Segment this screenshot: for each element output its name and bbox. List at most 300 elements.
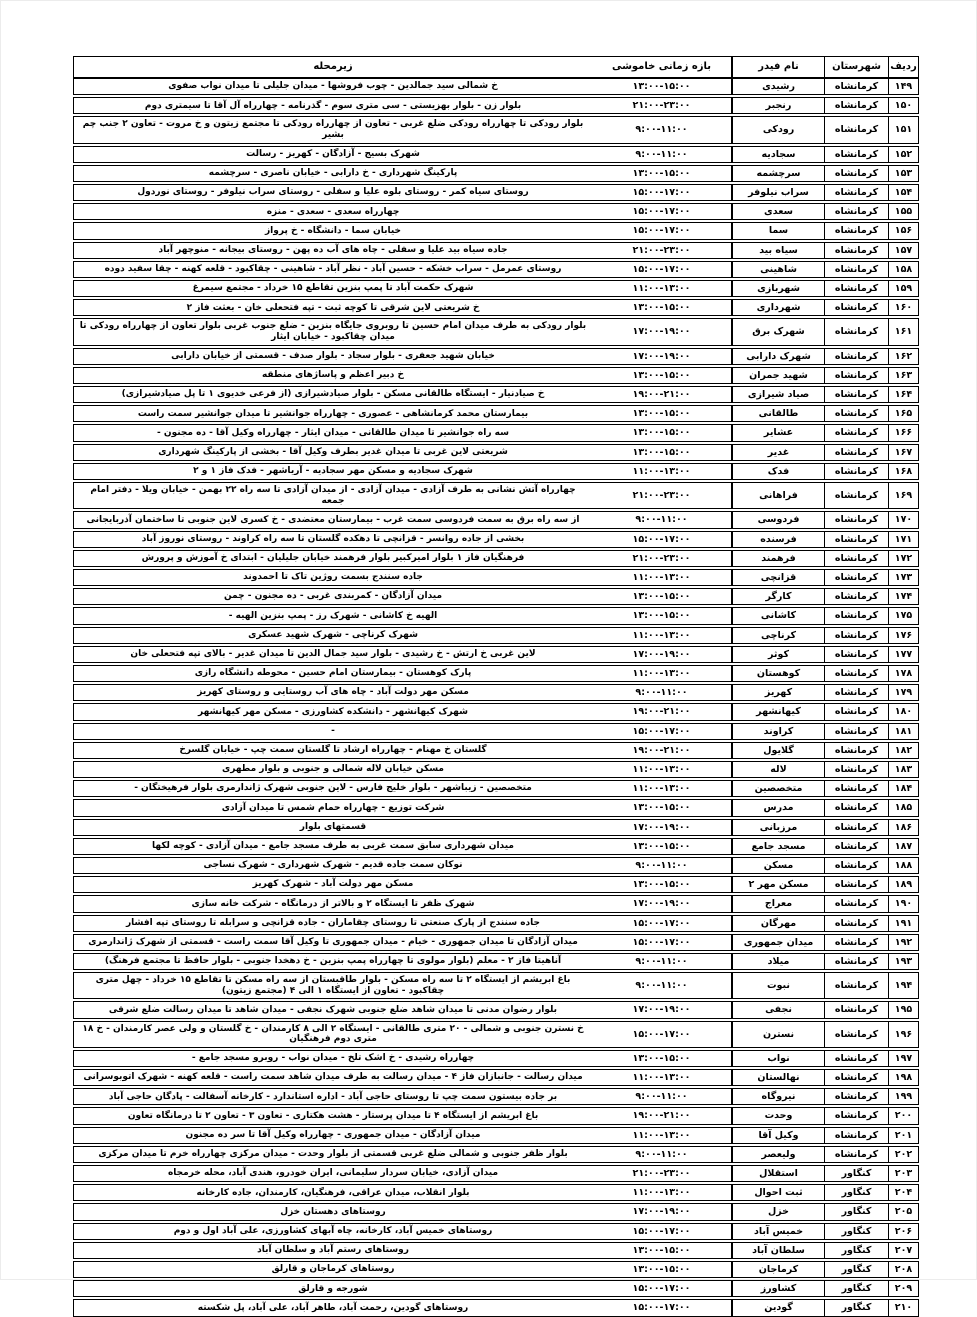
cell-feeder: کوثر <box>732 647 824 662</box>
cell-time-range: ۱۵:۰۰-۱۷:۰۰ <box>592 204 732 219</box>
cell-time-range: ۲۱:۰۰-۲۳:۰۰ <box>592 243 732 258</box>
table-row <box>73 627 919 644</box>
cell-feeder: شهربازی <box>732 281 824 296</box>
table-row <box>73 1184 919 1201</box>
table-row <box>73 367 919 384</box>
cell-time-range: ۱۳:۰۰-۱۵:۰۰ <box>592 877 732 892</box>
cell-county: کرمانشاه <box>824 896 888 911</box>
table-row <box>73 463 919 480</box>
cell-feeder: میلاد <box>732 954 824 969</box>
cell-feeder: رنجبر <box>732 98 824 113</box>
cell-time-range: ۱۵:۰۰-۱۷:۰۰ <box>592 1022 732 1047</box>
header-feeder: نام فیدر <box>732 57 824 77</box>
table-row <box>73 915 919 932</box>
cell-subarea: میدان رسالت - جانبازان فاز ۴ - میدان رسالت به طرف میدان شاهد سمت راست - قلعه کهنه - شهرک اتوبوسرانی <box>83 1072 583 1083</box>
table-row <box>73 819 919 836</box>
table-row <box>73 511 919 528</box>
table-row <box>73 1242 919 1259</box>
table-row <box>73 1299 919 1316</box>
cell-time-range: ۱۷:۰۰-۱۹:۰۰ <box>592 647 732 662</box>
cell-row-number: ۱۵۷ <box>888 243 918 258</box>
table-row <box>73 550 919 567</box>
table-row <box>73 895 919 912</box>
cell-feeder: قزانچی <box>732 570 824 585</box>
cell-row-number: ۲۰۲ <box>888 1147 918 1162</box>
table-row <box>73 116 919 143</box>
cell-county: کرمانشاه <box>824 319 888 344</box>
table-row <box>73 424 919 441</box>
cell-county: کرمانشاه <box>824 877 888 892</box>
cell-feeder: صیاد شیرازی <box>732 387 824 402</box>
cell-time-range: ۹:۰۰-۱۱:۰۰ <box>592 512 732 527</box>
cell-subarea: پارک کوهستان - بیمارستان امام حسین - محوطه دانشگاه رازی <box>194 668 472 679</box>
cell-subarea: فرهنگیان فاز ۱ بلوار امیرکبیر بلوار فرهمند خیابان جلیلیان - ابتدای خ آموزش و پرورش <box>141 553 525 564</box>
table-row <box>73 348 919 365</box>
table-row <box>73 953 919 970</box>
table-body <box>73 78 919 1317</box>
cell-feeder: کوهستان <box>732 666 824 681</box>
cell-row-number: ۲۰۹ <box>888 1281 918 1296</box>
cell-time-range: ۱۳:۰۰-۱۵:۰۰ <box>592 1243 732 1258</box>
cell-row-number: ۱۹۳ <box>888 954 918 969</box>
cell-row-number: ۲۱۰ <box>888 1300 918 1315</box>
cell-time-range: ۱۷:۰۰-۱۹:۰۰ <box>592 1002 732 1017</box>
cell-county: کنگاور <box>824 1300 888 1315</box>
cell-row-number: ۱۶۶ <box>888 425 918 440</box>
cell-row-number: ۱۸۷ <box>888 839 918 854</box>
cell-subarea: از سه راه برق به سمت فردوسی سمت غرب - بیمارستان معتضدی - خ کسری لاین جنوبی تا ساختمان آذربایجانی <box>86 514 580 525</box>
cell-feeder: سما <box>732 223 824 238</box>
cell-county: کرمانشاه <box>824 628 888 643</box>
table-row <box>73 1223 919 1240</box>
cell-county: کرمانشاه <box>824 570 888 585</box>
cell-subarea: روستاهای خمیس آباد، کارخانه، چاه آبهای کشاورزی، علی آباد اول و دوم <box>173 1225 493 1236</box>
cell-county: کرمانشاه <box>824 281 888 296</box>
cell-row-number: ۱۶۷ <box>888 445 918 460</box>
cell-subarea: خ صیادنیار - ایستگاه طالقانی مسکن - بلوار صیادشیرازی (از فرعی خدیوی ۱ تا پل صیادشیرازی) <box>121 389 545 400</box>
cell-time-range: ۱۳:۰۰-۱۵:۰۰ <box>592 608 732 623</box>
table-row <box>73 1280 919 1297</box>
cell-time-range: ۱۱:۰۰-۱۳:۰۰ <box>592 281 732 296</box>
cell-subarea: قسمتهای بلوار <box>299 821 367 832</box>
cell-row-number: ۱۸۲ <box>888 743 918 758</box>
table-row <box>73 444 919 461</box>
cell-time-range: ۱۱:۰۰-۱۳:۰۰ <box>592 762 732 777</box>
cell-time-range: ۱۱:۰۰-۱۳:۰۰ <box>592 628 732 643</box>
cell-county: کرمانشاه <box>824 839 888 854</box>
cell-time-range: ۹:۰۰-۱۱:۰۰ <box>592 117 732 142</box>
cell-time-range: ۱۳:۰۰-۱۵:۰۰ <box>592 79 732 94</box>
cell-time-range: ۱۱:۰۰-۱۳:۰۰ <box>592 781 732 796</box>
table-row <box>73 1165 919 1182</box>
cell-county: کرمانشاه <box>824 1108 888 1123</box>
cell-subarea: لاین غربی خ ارتش - خ رشیدی - بلوار سید جمال الدین تا میدان غدیر - بالای تپه فتحعلی خان <box>130 649 536 660</box>
cell-row-number: ۱۶۴ <box>888 387 918 402</box>
cell-county: کنگاور <box>824 1185 888 1200</box>
cell-feeder: وحدت <box>732 1108 824 1123</box>
cell-row-number: ۱۵۵ <box>888 204 918 219</box>
cell-time-range: ۱۱:۰۰-۱۳:۰۰ <box>592 666 732 681</box>
cell-subarea: بلوار ظفر جنوبی و شمالی ضلع غربی قسمتی از بلوار وحدت - میدان مرکزی چهارراه خرم تا میدان مرکزی <box>98 1149 568 1160</box>
cell-row-number: ۱۷۰ <box>888 512 918 527</box>
cell-county: کرمانشاه <box>824 532 888 547</box>
cell-feeder: سعدی <box>732 204 824 219</box>
cell-feeder: معراج <box>732 896 824 911</box>
cell-row-number: ۱۷۸ <box>888 666 918 681</box>
cell-subarea: شهرک ظفر تا ایستگاه ۲ و بالاتر از درمانگاه - شرکت خانه سازی <box>191 898 475 909</box>
cell-subarea: بر جاده بیستون سمت چپ تا روستای حاجی آباد - اداره استاندارد - کارخانه آسفالت - پادگان حاجی آباد <box>108 1091 558 1102</box>
table-row <box>73 646 919 663</box>
cell-feeder: متخصصین <box>732 781 824 796</box>
cell-row-number: ۱۵۸ <box>888 262 918 277</box>
table-row <box>73 1261 919 1278</box>
cell-subarea: خ دبیر اعظم و پاساژهای منطقه <box>261 370 405 381</box>
cell-county: کرمانشاه <box>824 551 888 566</box>
cell-subarea: شهرک کیهانشهر - دانشکده کشاورزی - مسکن مهر کیهانشهر <box>198 706 468 717</box>
cell-county: کرمانشاه <box>824 724 888 739</box>
cell-subarea: خ شریعتی لاین شرقی تا کوچه ثبت - تپه فتحعلی خان - بعثت فاز ۲ <box>186 302 480 313</box>
cell-time-range: ۱۳:۰۰-۱۵:۰۰ <box>592 1051 732 1066</box>
cell-feeder: فرهمند <box>732 551 824 566</box>
table-row <box>73 569 919 586</box>
cell-row-number: ۱۹۱ <box>888 916 918 931</box>
cell-time-range: ۱۵:۰۰-۱۷:۰۰ <box>592 724 732 739</box>
cell-time-range: ۱۳:۰۰-۱۵:۰۰ <box>592 300 732 315</box>
cell-county: کرمانشاه <box>824 185 888 200</box>
cell-county: کرمانشاه <box>824 223 888 238</box>
cell-county: کرمانشاه <box>824 425 888 440</box>
cell-row-number: ۱۶۰ <box>888 300 918 315</box>
cell-feeder: کرماجان <box>732 1262 824 1277</box>
cell-feeder: خزل <box>732 1204 824 1219</box>
cell-time-range: ۱۷:۰۰-۱۹:۰۰ <box>592 820 732 835</box>
cell-row-number: ۱۷۶ <box>888 628 918 643</box>
cell-row-number: ۱۵۳ <box>888 166 918 181</box>
cell-subarea: مسکن خیابان لاله شمالی و جنوبی و بلوار مطهری <box>222 764 444 775</box>
cell-feeder: کارگر <box>732 589 824 604</box>
cell-subarea: باغ ابریشم از ایستگاه ۴ تا میدان پرستار - هشت هکتاری - تعاون ۳ - تعاون ۲ تا درمانگاه تعاون <box>127 1110 539 1121</box>
cell-time-range: ۲۱:۰۰-۲۳:۰۰ <box>592 98 732 113</box>
cell-row-number: ۲۰۴ <box>888 1185 918 1200</box>
table-row <box>73 1107 919 1124</box>
cell-row-number: ۱۶۲ <box>888 349 918 364</box>
table-row <box>73 1069 919 1086</box>
cell-time-range: ۱۹:۰۰-۲۱:۰۰ <box>592 704 732 719</box>
cell-feeder: فردوسی <box>732 512 824 527</box>
cell-row-number: ۱۸۹ <box>888 877 918 892</box>
table-row <box>73 1001 919 1018</box>
cell-county: کرمانشاه <box>824 762 888 777</box>
cell-county: کرمانشاه <box>824 1002 888 1017</box>
cell-county: کرمانشاه <box>824 1128 888 1143</box>
cell-time-range: ۱۹:۰۰-۲۱:۰۰ <box>592 387 732 402</box>
cell-feeder: وکیل آقا <box>732 1128 824 1143</box>
cell-county: کنگاور <box>824 1166 888 1181</box>
table-row <box>73 531 919 548</box>
cell-county: کنگاور <box>824 1281 888 1296</box>
cell-row-number: ۱۶۸ <box>888 464 918 479</box>
cell-subarea: روستاهای گودین، رحمت آباد، طاهر آباد، علی آباد، پل شکسته <box>197 1302 469 1313</box>
cell-feeder: سجادیه <box>732 147 824 162</box>
table-row <box>73 684 919 701</box>
cell-subarea: جاده سیاه بید علیا و سفلی - چاه های آب ده پهن - روستای بیجانه - منوچهر آباد <box>158 244 508 255</box>
cell-subarea: جاده سنندج بسمت روژین تاک تا احمدوند <box>243 572 423 583</box>
cell-time-range: ۱۳:۰۰-۱۵:۰۰ <box>592 445 732 460</box>
cell-time-range: ۱۵:۰۰-۱۷:۰۰ <box>592 223 732 238</box>
cell-row-number: ۱۸۳ <box>888 762 918 777</box>
cell-county: کرمانشاه <box>824 589 888 604</box>
cell-subarea: خ نسترن جنوبی و شمالی - ۲۰ متری طالقانی - ایستگاه ۲ الی ۸ کارمندان - خ گلستان و ولی عصر کارمندان - خ ۱۸ متری دوم فرهنگیان <box>82 1023 584 1045</box>
cell-feeder: نیروگاه <box>732 1089 824 1104</box>
table-row <box>73 184 919 201</box>
table-row <box>73 857 919 874</box>
cell-time-range: ۹:۰۰-۱۱:۰۰ <box>592 858 732 873</box>
cell-time-range: ۹:۰۰-۱۱:۰۰ <box>592 1147 732 1162</box>
cell-time-range: ۱۷:۰۰-۱۹:۰۰ <box>592 349 732 364</box>
cell-subarea: چهارراه آتش نشانی به طرف آزادی - میدان آزادی - از میدان آزادی تا سه راه ۲۲ بهمن - خیابان ویلا - دفتر امام جمعه <box>90 485 576 506</box>
cell-feeder: شهید جمران <box>732 368 824 383</box>
cell-time-range: ۱۳:۰۰-۱۵:۰۰ <box>592 800 732 815</box>
cell-subarea: شورجه و قارلق <box>298 1283 368 1294</box>
cell-subarea: شهرک حکمت آباد تا پمپ بنزین تقاطع ۱۵ خرداد - مجتمع سیمرغ <box>192 283 474 294</box>
cell-time-range: ۱۵:۰۰-۱۷:۰۰ <box>592 1224 732 1239</box>
cell-feeder: سرچشمه <box>732 166 824 181</box>
table-row <box>73 703 919 720</box>
table-row <box>73 386 919 403</box>
table-row <box>73 607 919 624</box>
cell-county: کرمانشاه <box>824 262 888 277</box>
cell-feeder: عشایر <box>732 425 824 440</box>
cell-county: کرمانشاه <box>824 916 888 931</box>
cell-row-number: ۱۶۳ <box>888 368 918 383</box>
cell-county: کرمانشاه <box>824 1051 888 1066</box>
cell-county: کرمانشاه <box>824 368 888 383</box>
cell-time-range: ۹:۰۰-۱۱:۰۰ <box>592 147 732 162</box>
cell-county: کرمانشاه <box>824 204 888 219</box>
cell-county: کرمانشاه <box>824 647 888 662</box>
table-row <box>73 1146 919 1163</box>
cell-time-range: ۱۳:۰۰-۱۵:۰۰ <box>592 839 732 854</box>
cell-time-range: ۱۱:۰۰-۱۳:۰۰ <box>592 464 732 479</box>
cell-county: کرمانشاه <box>824 406 888 421</box>
cell-time-range: ۲۱:۰۰-۲۳:۰۰ <box>592 483 732 508</box>
cell-county: کرمانشاه <box>824 1070 888 1085</box>
cell-county: کرمانشاه <box>824 483 888 508</box>
cell-feeder: کیهانشهر <box>732 704 824 719</box>
cell-time-range: ۱۷:۰۰-۱۹:۰۰ <box>592 319 732 344</box>
table-row <box>73 97 919 114</box>
cell-subarea: روستاهای رستم آباد و سلطان آباد <box>257 1245 409 1256</box>
cell-subarea: مسکن مهر دولت آباد - چاه های آب روستایی و روستای کهریز <box>197 687 469 698</box>
cell-row-number: ۱۸۰ <box>888 704 918 719</box>
cell-time-range: ۲۱:۰۰-۲۳:۰۰ <box>592 1166 732 1181</box>
cell-county: کرمانشاه <box>824 743 888 758</box>
cell-time-range: ۱۵:۰۰-۱۷:۰۰ <box>592 532 732 547</box>
cell-county: کرمانشاه <box>824 973 888 998</box>
cell-county: کرمانشاه <box>824 243 888 258</box>
cell-subarea: خیابان شهید جعفری - بلوار سجاد - بلوار صدف - قسمتی از خیابان دارابی <box>171 350 495 361</box>
cell-row-number: ۱۷۹ <box>888 685 918 700</box>
cell-subarea: باغ ابریشم از ایستگاه ۲ تا سه راه مسکن - بلوار طاقبستان از سه راه مسکن تا تقاطع ۱۵ خرداد - چهل متری چقاکبود - تعاون از ایستگاه ۱ الی ۴ (مجتمع زیتون) <box>95 975 571 996</box>
table-row <box>73 203 919 220</box>
cell-time-range: ۱۱:۰۰-۱۳:۰۰ <box>592 1185 732 1200</box>
table-row <box>73 588 919 605</box>
cell-row-number: ۱۵۱ <box>888 117 918 142</box>
cell-subarea: بلوار رودکی به طرف میدان امام حسین تا روبروی جایگاه بنزین - ضلع جنوب غربی بلوار تعاون از چهارراه رودکی تا میدان چقاکبود - خیابان ایثار <box>79 321 587 343</box>
cell-feeder: مسکن <box>732 858 824 873</box>
cell-county: کنگاور <box>824 1243 888 1258</box>
cell-row-number: ۲۰۵ <box>888 1204 918 1219</box>
cell-row-number: ۱۹۷ <box>888 1051 918 1066</box>
cell-time-range: ۱۳:۰۰-۱۵:۰۰ <box>592 1262 732 1277</box>
table-row <box>73 146 919 163</box>
cell-county: کرمانشاه <box>824 387 888 402</box>
cell-time-range: ۱۵:۰۰-۱۷:۰۰ <box>592 935 732 950</box>
cell-feeder: استقلال <box>732 1166 824 1181</box>
cell-feeder: کراوند <box>732 724 824 739</box>
cell-subarea: گلستان خ مهنام - چهارراه ارشاد تا گلستان سمت چپ - خیابان گلسرخ <box>179 745 487 756</box>
cell-feeder: سراب نیلوفر <box>732 185 824 200</box>
cell-county: کرمانشاه <box>824 445 888 460</box>
table-row <box>73 165 919 182</box>
cell-subarea: مسکن مهر دولت آباد - شهرک کهریز <box>252 879 414 890</box>
cell-county: کرمانشاه <box>824 1147 888 1162</box>
header-row-number: ردیف <box>888 57 918 77</box>
cell-time-range: ۹:۰۰-۱۱:۰۰ <box>592 685 732 700</box>
table-row <box>73 242 919 259</box>
cell-time-range: ۱۱:۰۰-۱۳:۰۰ <box>592 1070 732 1085</box>
cell-subarea: سه راه جوانشیر تا میدان طالقانی - میدان ایثار - چهارراه وکیل آقا - ده مجنون - <box>157 427 509 438</box>
cell-row-number: ۱۸۱ <box>888 724 918 739</box>
cell-subarea: شرکت توزیع - چهارراه حمام شمس تا میدان آزادی <box>221 802 445 813</box>
cell-time-range: ۱۳:۰۰-۱۵:۰۰ <box>592 166 732 181</box>
cell-time-range: ۱۳:۰۰-۱۵:۰۰ <box>592 406 732 421</box>
cell-county: کرمانشاه <box>824 464 888 479</box>
table-row <box>73 261 919 278</box>
cell-county: کرمانشاه <box>824 685 888 700</box>
cell-subarea: - <box>331 725 335 736</box>
cell-feeder: کاشانی <box>732 608 824 623</box>
cell-county: کنگاور <box>824 1204 888 1219</box>
cell-subarea: شهرک سجادیه و مسکن مهر سجادیه - آریاشهر - فدک فاز ۱ و ۲ <box>193 466 473 477</box>
cell-subarea: چهارراه سعدی - سعدی - منزه <box>266 206 400 217</box>
cell-feeder: رشیدی <box>732 79 824 94</box>
table-row <box>73 838 919 855</box>
cell-feeder: خمیس آباد <box>732 1224 824 1239</box>
cell-feeder: فدک <box>732 464 824 479</box>
cell-row-number: ۱۵۴ <box>888 185 918 200</box>
cell-feeder: طالقانی <box>732 406 824 421</box>
cell-subarea: بلوار رضوان مدنی تا میدان شاهد ضلع جنوبی شهرک نجفی - میدان شاهد تا میدان رسالت ضلع شرقی <box>108 1004 558 1015</box>
cell-subarea: بیمارستان محمد کرمانشاهی - عصوری - چهارراه جوانشیر تا میدان جوانشیر سمت راست <box>137 408 529 419</box>
cell-feeder: گلایول <box>732 743 824 758</box>
cell-county: کرمانشاه <box>824 666 888 681</box>
table-row <box>73 280 919 297</box>
table-row <box>73 1203 919 1220</box>
table-row <box>73 405 919 422</box>
cell-row-number: ۱۶۱ <box>888 319 918 344</box>
cell-row-number: ۲۰۷ <box>888 1243 918 1258</box>
cell-county: کرمانشاه <box>824 858 888 873</box>
cell-subarea: متخصصین - زیباشهر - بلوار خلیج فارس - لاین جنوبی شهرک ژاندارمری بلوار فرهیختگان - <box>134 783 532 794</box>
cell-county: کرمانشاه <box>824 800 888 815</box>
cell-feeder: ولیعصر <box>732 1147 824 1162</box>
cell-subarea: روستای سیاه کمر - روستای بلوه علیا و سفلی - روستای سراب نیلوفر - روستای نوردول <box>137 187 529 198</box>
cell-subarea: چهارراه رشیدی - خ اشک تلخ - میدان نواب - روبرو مسجد جامع - <box>191 1053 475 1064</box>
cell-county: کرمانشاه <box>824 935 888 950</box>
cell-row-number: ۱۹۸ <box>888 1070 918 1085</box>
table-row <box>73 780 919 797</box>
cell-subarea: خ شمالی سید جمالدین - چوب فروشها - میدان جلیلی تا میدان نواب صفوی <box>168 81 498 92</box>
table-row <box>73 665 919 682</box>
table-row <box>73 876 919 893</box>
cell-row-number: ۲۰۱ <box>888 1128 918 1143</box>
cell-time-range: ۲۱:۰۰-۲۳:۰۰ <box>592 551 732 566</box>
cell-row-number: ۱۸۸ <box>888 858 918 873</box>
table-row <box>73 799 919 816</box>
cell-subarea: شریعتی لاین غربی تا میدان غدیر بطرف وکیل آقا - بخشی از پارکینگ شهرداری <box>158 446 508 457</box>
cell-row-number: ۱۵۰ <box>888 98 918 113</box>
cell-feeder: میدان جمهوری <box>732 935 824 950</box>
table-row <box>73 761 919 778</box>
cell-county: کرمانشاه <box>824 608 888 623</box>
cell-feeder: سیاه بید <box>732 243 824 258</box>
cell-time-range: ۱۷:۰۰-۱۹:۰۰ <box>592 896 732 911</box>
cell-time-range: ۹:۰۰-۱۱:۰۰ <box>592 954 732 969</box>
cell-county: کرمانشاه <box>824 781 888 796</box>
cell-subarea: میدان آزادی، خیابان سردار سلیمانی، ایران خودرو، هندی آباد، محله خرمجاه <box>167 1168 499 1179</box>
cell-county: کرمانشاه <box>824 512 888 527</box>
header-time-range: بازه زمانی خاموشی <box>592 57 732 77</box>
cell-time-range: ۹:۰۰-۱۱:۰۰ <box>592 1089 732 1104</box>
table-row <box>73 78 919 95</box>
cell-time-range: ۱۳:۰۰-۱۵:۰۰ <box>592 425 732 440</box>
cell-row-number: ۱۹۲ <box>888 935 918 950</box>
cell-row-number: ۱۷۵ <box>888 608 918 623</box>
cell-feeder: شاهینی <box>732 262 824 277</box>
table-row <box>73 1021 919 1048</box>
cell-feeder: نواب <box>732 1051 824 1066</box>
cell-row-number: ۱۷۳ <box>888 570 918 585</box>
outage-schedule-table <box>73 56 919 1317</box>
cell-subarea: بلوار رودکی تا چهارراه رودکی ضلع غربی - تعاون از چهارراه رودکی تا مجتمع زیتون و خ مروت - تعاون ۲ جنب چم بشیر <box>82 119 584 141</box>
cell-feeder: نهالستان <box>732 1070 824 1085</box>
cell-subarea: شهرک بسیج - آزادگان - کهریز - رسالت <box>246 148 420 159</box>
cell-time-range: ۱۳:۰۰-۱۵:۰۰ <box>592 368 732 383</box>
cell-feeder: شهرک برق <box>732 319 824 344</box>
cell-row-number: ۲۰۳ <box>888 1166 918 1181</box>
cell-feeder: لاله <box>732 762 824 777</box>
cell-time-range: ۱۷:۰۰-۱۹:۰۰ <box>592 1204 732 1219</box>
cell-feeder: مدرس <box>732 800 824 815</box>
cell-county: کرمانشاه <box>824 820 888 835</box>
header-subarea: زیرمحله <box>313 61 353 73</box>
cell-subarea: میدان شهرداری سابق سمت غربی به طرف مسجد جامع - میدان آزادی - کوچه لکها <box>152 841 514 852</box>
cell-county: کنگاور <box>824 1262 888 1277</box>
cell-county: کرمانشاه <box>824 704 888 719</box>
cell-feeder: گودین <box>732 1300 824 1315</box>
cell-subarea: خیابان سما - دانشگاه - خ پرواز <box>265 225 402 236</box>
cell-row-number: ۱۵۲ <box>888 147 918 162</box>
cell-feeder: فرسنده <box>732 532 824 547</box>
cell-time-range: ۱۱:۰۰-۱۳:۰۰ <box>592 570 732 585</box>
cell-time-range: ۱۵:۰۰-۱۷:۰۰ <box>592 262 732 277</box>
cell-time-range: ۱۹:۰۰-۲۱:۰۰ <box>592 1108 732 1123</box>
cell-county: کرمانشاه <box>824 954 888 969</box>
cell-county: کرمانشاه <box>824 1089 888 1104</box>
cell-time-range: ۱۹:۰۰-۲۱:۰۰ <box>592 743 732 758</box>
cell-time-range: ۱۵:۰۰-۱۷:۰۰ <box>592 1300 732 1315</box>
